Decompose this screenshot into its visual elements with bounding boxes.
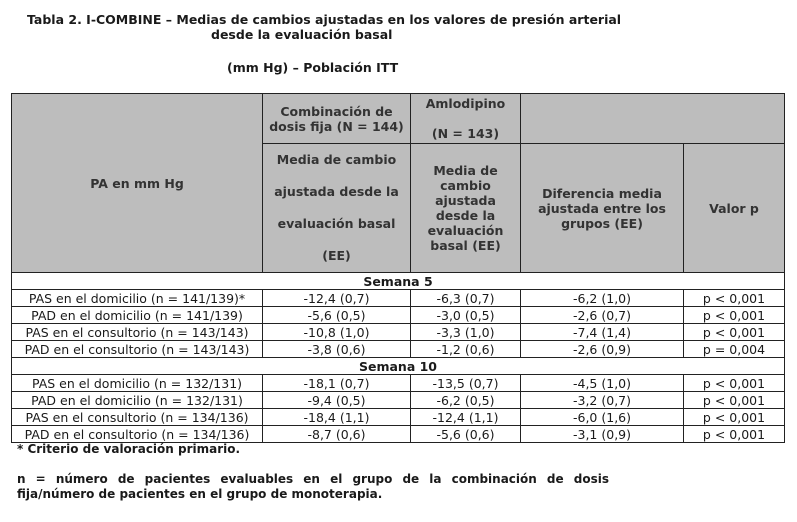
pa-cell: PAS en el domicilio (n = 141/139)* <box>12 290 263 307</box>
diff-cell: -3,1 (0,9) <box>521 426 684 443</box>
diff-cell: -3,2 (0,7) <box>521 392 684 409</box>
section-row <box>12 273 785 290</box>
header-combo-sub-text: Media de cambio ajustada desde la evaluación basal (EE) <box>274 152 399 263</box>
footnote-n-line1: n = número de pacientes evaluables en el grupo de la combinación de dosis <box>17 472 609 486</box>
table-row <box>12 426 785 443</box>
header-amlodipino <box>411 94 521 144</box>
combo-cell: -5,6 (0,5) <box>263 307 411 324</box>
table-row <box>12 409 785 426</box>
section-label: Semana 10 <box>12 358 785 375</box>
amlo-cell: -5,6 (0,6) <box>411 426 521 443</box>
header-amlo-sub-text: Media de cambio ajustada desde la evaluación basal (EE) <box>427 163 504 253</box>
pvalue-cell: p < 0,001 <box>684 392 785 409</box>
header-combo-sub <box>263 144 411 273</box>
amlo-cell: -6,2 (0,5) <box>411 392 521 409</box>
amlo-cell: -1,2 (0,6) <box>411 341 521 358</box>
table-row <box>12 375 785 392</box>
pa-cell: PAS en el consultorio (n = 134/136) <box>12 409 263 426</box>
header-pa: PA en mm Hg <box>12 94 263 273</box>
table-body <box>12 273 785 443</box>
table-title-line2: desde la evaluación basal <box>211 27 393 42</box>
header-diff: Diferencia media ajustada entre los grupos (EE) <box>521 144 684 273</box>
table-title: Tabla 2. I-COMBINE – Medias de cambios ajustadas en los valores de presión arterial <box>27 12 622 27</box>
combo-cell: -10,8 (1,0) <box>263 324 411 341</box>
table-row <box>12 290 785 307</box>
table-row <box>12 341 785 358</box>
table-row <box>12 307 785 324</box>
section-row <box>12 358 785 375</box>
diff-cell: -2,6 (0,7) <box>521 307 684 324</box>
diff-cell: -4,5 (1,0) <box>521 375 684 392</box>
section-label: Semana 5 <box>12 273 785 290</box>
header-pvalue: Valor p <box>684 144 785 273</box>
amlo-cell: -3,0 (0,5) <box>411 307 521 324</box>
diff-cell: -6,2 (1,0) <box>521 290 684 307</box>
combo-cell: -12,4 (0,7) <box>263 290 411 307</box>
pa-cell: PAD en el domicilio (n = 141/139) <box>12 307 263 324</box>
header-amlodipino-name: Amlodipino <box>425 96 506 111</box>
header-amlo-sub <box>411 144 521 273</box>
table-row <box>12 324 785 341</box>
pvalue-cell: p < 0,001 <box>684 409 785 426</box>
pvalue-cell: p = 0,004 <box>684 341 785 358</box>
pa-cell: PAS en el consultorio (n = 143/143) <box>12 324 263 341</box>
diff-cell: -2,6 (0,9) <box>521 341 684 358</box>
table-subtitle: (mm Hg) – Población ITT <box>227 60 399 75</box>
pa-cell: PAD en el consultorio (n = 134/136) <box>12 426 263 443</box>
amlo-cell: -3,3 (1,0) <box>411 324 521 341</box>
pvalue-cell: p < 0,001 <box>684 375 785 392</box>
header-combo: Combinación de dosis fija (N = 144) <box>263 94 411 144</box>
header-amlodipino-n: (N = 143) <box>431 126 500 141</box>
footnote-asterisk: * Criterio de valoración primario. <box>17 442 241 456</box>
pvalue-cell: p < 0,001 <box>684 307 785 324</box>
diff-cell: -7,4 (1,4) <box>521 324 684 341</box>
pa-cell: PAD en el consultorio (n = 143/143) <box>12 341 263 358</box>
combo-cell: -9,4 (0,5) <box>263 392 411 409</box>
pvalue-cell: p < 0,001 <box>684 426 785 443</box>
combo-cell: -18,4 (1,1) <box>263 409 411 426</box>
amlo-cell: -12,4 (1,1) <box>411 409 521 426</box>
header-blank <box>521 94 785 144</box>
combo-cell: -18,1 (0,7) <box>263 375 411 392</box>
combo-cell: -3,8 (0,6) <box>263 341 411 358</box>
table-row <box>12 392 785 409</box>
results-table <box>11 93 785 443</box>
pvalue-cell: p < 0,001 <box>684 290 785 307</box>
pa-cell: PAD en el domicilio (n = 132/131) <box>12 392 263 409</box>
amlo-cell: -6,3 (0,7) <box>411 290 521 307</box>
footnote-n-line2: fija/número de pacientes en el grupo de monoterapia. <box>17 487 383 501</box>
pvalue-cell: p < 0,001 <box>684 324 785 341</box>
amlo-cell: -13,5 (0,7) <box>411 375 521 392</box>
diff-cell: -6,0 (1,6) <box>521 409 684 426</box>
combo-cell: -8,7 (0,6) <box>263 426 411 443</box>
pa-cell: PAS en el domicilio (n = 132/131) <box>12 375 263 392</box>
